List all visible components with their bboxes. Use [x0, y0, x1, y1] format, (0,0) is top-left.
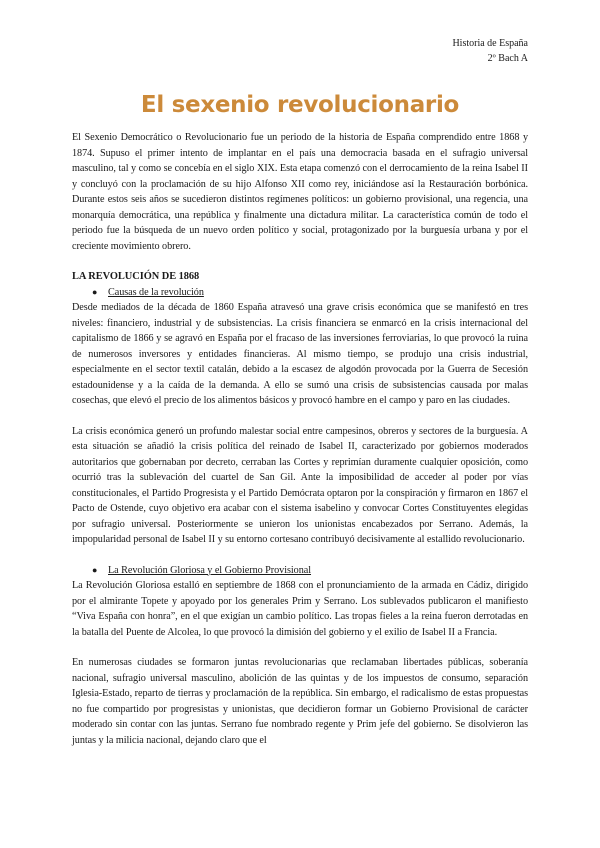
paragraph-crisis: Desde mediados de la década de 1860 España atravesó una grave crisis económica que se manifestó en tres niveles: financiero, industrial y de subsistencias. La crisis financiera se enmarcó en la crisis internacional del capitalismo de 1866 y se agravó en España por el fracaso de las inversiones ferroviarias, lo que provocó la ruina de numerosos inversores y entidades financieras. Al mismo tiempo, se produjo una crisis industrial, especialmente en el sector textil catalán, debido a la escasez de algodón provocada por la Guerra de Secesión estadounidense y a la caída de la demanda. A ello se sumó una crisis de subsistencias causada por malas cosechas, que elevó el precio de los alimentos básicos y provocó hambre en el campo y paro en las ciudades. — [72, 302, 528, 406]
bullet-item-causes — [92, 285, 528, 301]
spacer — [72, 254, 528, 269]
page-header — [452, 36, 528, 66]
bullet-item-gloriosa — [92, 563, 528, 579]
header-class: 2º Bach A — [487, 53, 528, 64]
header-subject: Historia de España — [452, 38, 528, 49]
paragraph-juntas: En numerosas ciudades se formaron juntas revolucionarias que reclamaban libertades públicas, soberanía nacional, sufragio universal masculino, abolición de las quintas y de los impuestos de consumo, separación Iglesia-Estado, reparto de tierras y proclamación de la república. Sin embargo, el radicalismo de estas propuestas no fue compartido por progresistas y unionistas, que decidieron formar un Gobierno Provisional de carácter moderado sin contar con las juntas. Serrano fue nombrado regente y Prim jefe del gobierno. Se disolvieron las juntas y la milicia nacional, dejando claro que el — [72, 657, 528, 746]
bullet-label: La Revolución Gloriosa y el Gobierno Provisional — [108, 564, 312, 576]
spacer — [72, 409, 528, 424]
spacer — [72, 548, 528, 563]
bullet-label: Causas de la revolución — [108, 286, 204, 298]
bullet-icon: ● — [92, 564, 98, 575]
paragraph-malestar: La crisis económica generó un profundo malestar social entre campesinos, obreros y sectores de la burguesía. A esta situación se añadió la crisis política del reinado de Isabel II, caracterizado por gobiernos moderados autoritarios que gobernaban por decreto, cerraban las Cortes y reprimían duramente cualquier oposición, como ocurrió tras la sublevación del cuartel de San Gil. Ante la imposibilidad de acceder al poder por vías constitucionales, el Partido Progresista y el Partido Demócrata optaron por la conspiración y firmaron en 1867 el Pacto de Ostende, cuyo objetivo era acabar con el sistema isabelino y convocar Cortes Constituyentes elegidas por sufragio universal. Posteriormente se unieron los unionistas encabezados por Serrano. Además, la impopularidad personal de Isabel II y su entorno cortesano contribuyó decisivamente al estallido revolucionario. — [72, 425, 528, 545]
page-title: El sexenio revolucionario — [140, 92, 460, 118]
intro-paragraph: El Sexenio Democrático o Revolucionario fue un periodo de la historia de España comprendido entre 1868 y 1874. Supuso el primer intento de implantar en el país una democracia basada en el sufragio universal masculino, tal y como se concebía en el siglo XIX. Esta etapa comenzó con el derrocamiento de la reina Isabel II y concluyó con la proclamación de su hijo Alfonso XII como rey, iniciándose así la Restauración borbónica. Durante estos seis años se sucedieron distintos regímenes políticos: un gobierno provisional, una regencia, una monarquía democrática, una república y finalmente una dictadura militar. La característica común de todo el periodo fue la búsqueda de un nuevo orden político y social, protagonizado por la burguesía urbana y por el creciente movimiento obrero. — [72, 132, 528, 252]
bullet-icon: ● — [92, 286, 98, 297]
paragraph-gloriosa: La Revolución Gloriosa estalló en septiembre de 1868 con el pronunciamiento de la armada en Cádiz, dirigido por el almirante Topete y apoyado por los generales Prim y Serrano. Los sublevados publicaron el manifiesto “Viva España con honra”, en el que exigían un cambio político. Las tropas fieles a la reina fueron derrotadas en la batalla del Puente de Alcolea, lo que provocó la dimisión del gobierno y el exilio de Isabel II a Francia. — [72, 580, 528, 638]
document-body — [72, 130, 528, 748]
spacer — [72, 640, 528, 655]
section-heading: LA REVOLUCIÓN DE 1868 — [72, 271, 200, 282]
